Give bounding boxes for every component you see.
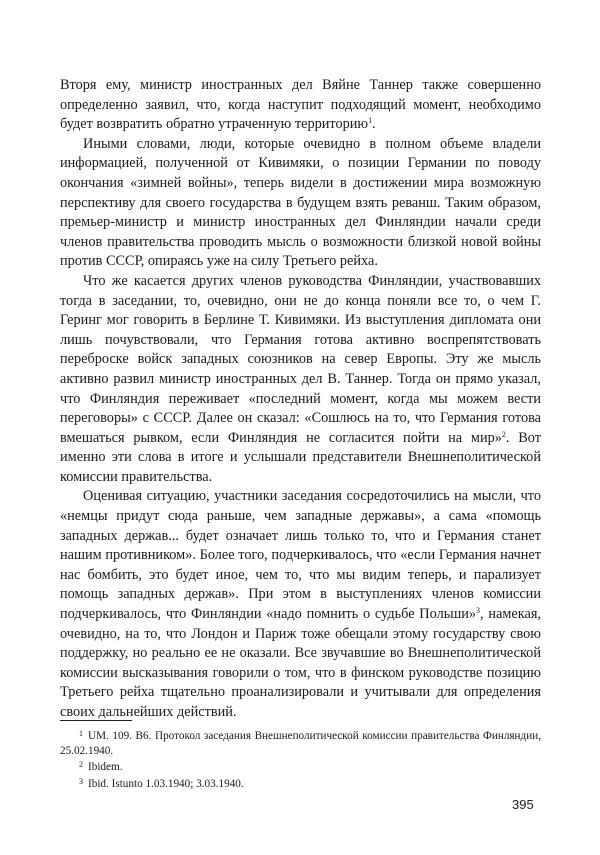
footnote-3: [60, 775, 541, 792]
paragraph-text: Оценивая ситуацию, участники заседания сосредоточились на мысли, что «немцы придут сюда раньше, чем западные державы», а сама «помощь западных держав... будет означает лишь только то, что и Германия станет нашим противником». Более того, подчеркивалось, что «если Германия начнет нас бомбить, это будет иное, чем то, что мы видим теперь, и парализует помощь западных держав». При этом в выступлениях членов комиссии подчеркивалось, что Финляндии «надо помнить о судьбе Польши»: [60, 488, 541, 623]
paragraph-4: [60, 487, 541, 722]
footnotes: [60, 727, 541, 791]
footnote-number: 2: [79, 760, 83, 770]
paragraph-text: . Вот именно эти слова в итоге и услышали представители Внешнеполитической комиссии правительства.: [60, 429, 541, 485]
footnote-ref[interactable]: 3: [476, 606, 481, 616]
footnote-separator: [60, 720, 132, 721]
paragraph-text: Что же касается других членов руководства Финляндии, участвовавших тогда в заседании, то, очевидно, они не до конца поняли все то, о чем Г. Геринг мог говорить в Берлине Т. Кивимяки. Из выступления дипломата они лишь почувствовали, что Германия готова активно воспрепятствовать переброске войск западных союзников на север Европы. Эту же мысль активно развил министр иностранных дел В. Таннер. Тогда он прямо указал, что Финляндия переживает «последний момент, когда мы можем вести переговоры» с СССР. Далее он сказал: «Сошлюсь на то, что Германия готова вмешаться рывком, если Финляндия не согласится пойти на мир»: [60, 272, 541, 446]
footnote-ref[interactable]: 1: [368, 116, 373, 126]
page-number: 395: [512, 797, 534, 812]
footnote-number: 1: [79, 729, 83, 738]
paragraph-text: Иными словами, люди, которые очевидно в полном объеме владели информацией, полученной от Кивимяки, о позиции Германии по поводу окончания «зимней войны», теперь видели в достижении мира возможную перспективу для своего государства в будущем взять реванш. Таким образом, премьер-министр и министр иностранных дел Финляндии начали среди членов правительства проводить мысль о возможности близкой новой войны против СССР, опираясь уже на силу Третьего рейха.: [60, 135, 541, 270]
footnote-text: UM. 109. B6. Протокол заседания Внешнеполитической комиссии правительства Финляндии, 25.02.1940.: [60, 730, 541, 757]
main-text: [60, 76, 541, 723]
paragraph-text: .: [372, 116, 376, 133]
footnote-1: [60, 727, 541, 758]
paragraph-3: [60, 272, 541, 488]
footnote-text: Ibidem.: [88, 761, 123, 774]
footnote-2: [60, 758, 541, 775]
footnote-number: 3: [79, 776, 83, 786]
paragraph-1: [60, 76, 541, 135]
paragraph-text: Вторя ему, министр иностранных дел Вяйне Таннер также совершенно определенно заявил, что, когда наступит подходящий момент, необходимо будет возвратить обратно утраченную территорию: [60, 77, 541, 133]
footnote-text: Ibid. Istunto 1.03.1940; 3.03.1940.: [88, 777, 244, 790]
footnote-ref[interactable]: 2: [501, 429, 506, 439]
paragraph-text: , намекая, очевидно, на то, что Лондон и Париж тоже обещали этому государству свою поддержку, но реально ее не оказали. Все звучавшие во Внешнеполитической комиссии высказывания говорили о том, что в финском руководстве позицию Третьего рейха тщательно проанализировали и учитывали для определения своих дальнейших действий.: [60, 606, 541, 720]
paragraph-2: [60, 135, 541, 272]
